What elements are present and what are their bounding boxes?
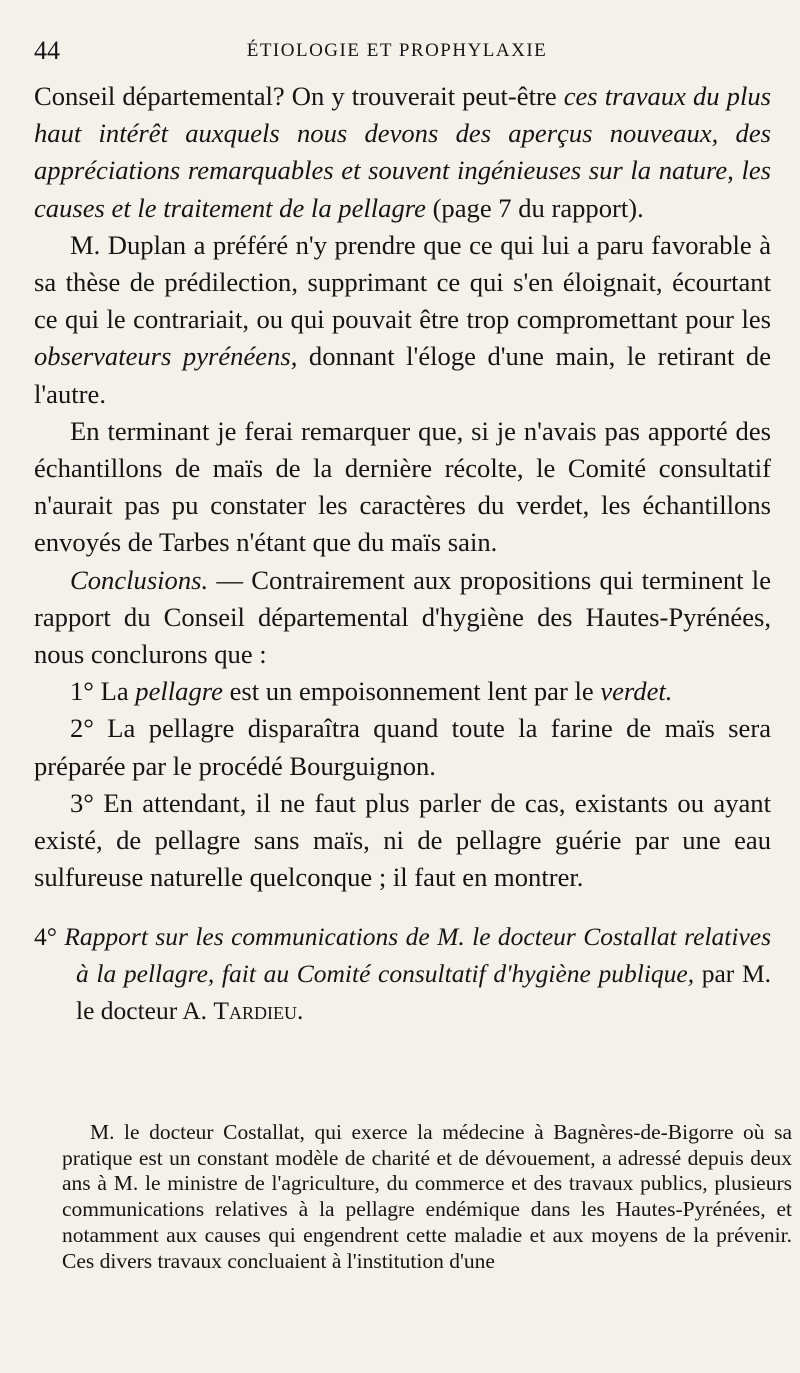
page-number: 44: [34, 36, 60, 65]
conclusions-label: Conclusions.: [70, 564, 209, 595]
byline: par M. le docteur A.: [76, 959, 771, 1026]
text-span: M. Duplan a préféré n'y prendre que ce qui lui a paru favorable à sa thèse de prédilection, supprimant ce qui s'en éloignait, écourtant ce qui le contrariait, ou qui pouvait être trop compromettant pour les: [34, 229, 771, 335]
paragraph-2: [34, 227, 771, 413]
italic-quote: ces travaux du plus haut intérêt auxquels nous devons des aperçus nouveaux, des appréciations remarquables et souvent ingénieuses sur la nature, les causes et le traitement de la pellagre: [34, 81, 771, 223]
conclusion-1: [34, 673, 771, 710]
small-paragraph: M. le docteur Costallat, qui exerce la médecine à Bagnères-de-Bigorre où sa pratique est un constant modèle de charité et de dévouement, a adressé depuis deux ans à M. le ministre de l'agriculture, du commerce et des travaux publics, plusieurs communications relatives à la pellagre endémique dans les Hautes-Pyrénées, et notamment aux causes qui engendrent cette maladie et aux moyens de la prévenir. Ces divers travaux concluaient à l'institution d'une: [62, 1120, 792, 1273]
author-name: Tardieu.: [213, 996, 304, 1026]
italic-word: pellagre: [135, 676, 223, 707]
section-number: 4°: [34, 922, 65, 952]
conclusion-2: 2° La pellagre disparaîtra quand toute la farine de maïs sera préparée par le procédé Bourguignon.: [34, 713, 771, 781]
italic-phrase: observateurs pyrénéens,: [34, 341, 298, 372]
text-span: 1° La: [70, 676, 136, 707]
text-span: Conseil départemental? On y trouverait peut-être: [34, 81, 564, 111]
text-span: — Contrairement aux propositions qui terminent le rapport du Conseil départemental d'hygiène des Hautes-Pyrénées, nous conclurons que :: [34, 564, 771, 670]
text-span: est un empoisonnement lent par le: [222, 676, 601, 707]
paragraph-3: En terminant je ferai remarquer que, si je n'avais pas apporté des échantillons de maïs de la dernière récolte, le Comité consultatif n'aurait pas pu constater les caractères du verdet, les échantillons envoyés de Tarbes n'étant que du maïs sain.: [34, 415, 771, 558]
text-span: donnant l'éloge d'une main, le retirant de l'autre.: [34, 341, 772, 409]
section-4-heading: [34, 918, 771, 1029]
paragraph-1: [34, 78, 771, 227]
conclusion-3: 3° En attendant, il ne faut plus parler de cas, existants ou ayant existé, de pellagre sans maïs, ni de pellagre guérie par une eau sulfureuse naturelle quelconque ; il faut en montrer.: [34, 787, 771, 893]
section-title: Rapport sur les communications de M. le docteur Costallat relatives à la pellagre, fait au Comité consultatif d'hygiène publique,: [64, 922, 772, 989]
page-header: [34, 36, 760, 66]
italic-word: verdet.: [600, 676, 673, 707]
text-span: (page 7 du rapport).: [425, 192, 644, 223]
running-title: ÉTIOLOGIE ET PROPHYLAXIE: [246, 40, 548, 61]
main-text: [34, 78, 771, 1029]
paragraph-conclusions: [34, 562, 771, 674]
small-print-section: [62, 1120, 792, 1274]
